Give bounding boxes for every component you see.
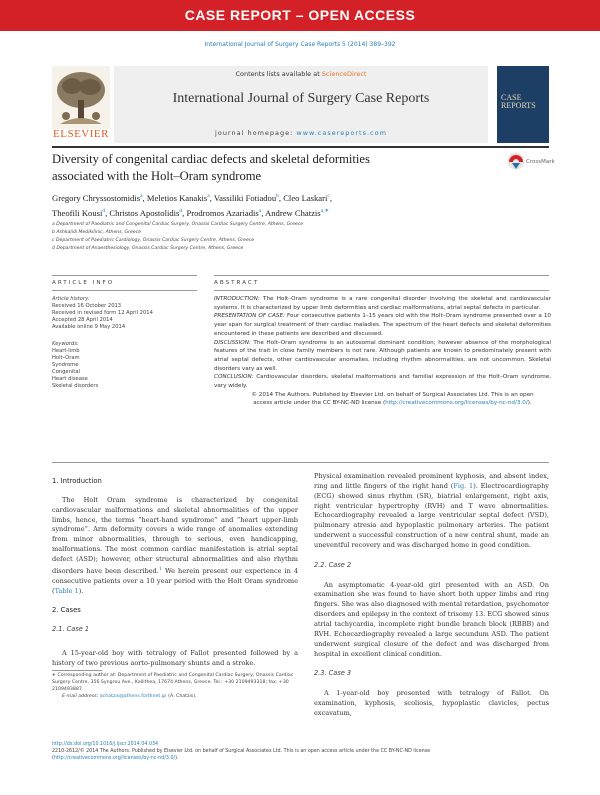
cover-title: CASE REPORTS bbox=[501, 93, 536, 110]
license-link[interactable]: http://creativecommons.org/licenses/by-nc-nd/3.0/ bbox=[385, 400, 528, 407]
abstract-conclusion: CONCLUSION: Cardiovascular disorders, skeletal malformations and familial expression of the Holt–Oram syndrome, vary widely. bbox=[214, 374, 551, 390]
subsection-heading-case-1: 2.1. Case 1 bbox=[52, 625, 90, 634]
author-affiliation-marker[interactable]: a bbox=[258, 207, 262, 214]
article-info-rule-top bbox=[52, 275, 197, 276]
subsection-heading-case-2: 2.2. Case 2 bbox=[314, 560, 352, 569]
abstract-copyright: © 2014 The Authors. Published by Elsevier Ltd. on behalf of Surgical Associates Ltd. This is an open access article under the CC BY-NC-ND license (http://creativecommons.org/licenses/by-nc-nd/3.0/). bbox=[251, 391, 534, 407]
reference-link[interactable]: 1 bbox=[158, 565, 162, 572]
author-affiliation-marker[interactable]: a bbox=[140, 193, 143, 199]
contents-availability: Contents lists available at ScienceDirect bbox=[235, 70, 367, 78]
left-column bbox=[52, 477, 298, 645]
footer-license-link[interactable]: http://creativecommons.org/licenses/by-nc-nd/3.0/ bbox=[53, 756, 176, 762]
author-affiliation-marker[interactable]: b bbox=[276, 193, 279, 199]
author-affiliation-marker[interactable]: c bbox=[327, 193, 330, 199]
sciencedirect-link[interactable]: ScienceDirect bbox=[321, 70, 367, 78]
author-name[interactable]: Christos Apostolidis bbox=[109, 207, 180, 218]
case-2-paragraph: An asymptomatic 4-year-old girl presented with an ASD. On examination she was found to have short both upper limbs and ring fingers. She was also diagnosed with mental retardation, psychomotor disorders and epilepsy in the context of trisomy 13. ECG showed sinus atrial tachycardia, incomplete right bundle branch block (RBBB) and RVH. Echocardiography revealed a large secundum ASD. The patient underwent surgical closure of the defect and was discharged from hospital in excellent clinical condition. bbox=[314, 580, 549, 658]
introduction-paragraph: The Holt Oram syndrome is characterized by congenital cardiovascular malformations and skeletal abnormalities of the upper limbs, hence, the terms “heart-hand syndrome” and “heart upper-limb syndrome”. Arm deformity covers a wide range of anomalies extending from minor abnormalities, through to serious, even handicapping, malformations. The most common cardiac manifestation is atrial septal defect (ASD); however, other structural abnormalities and also rhythm disorders have been described.$^1$ We herein present our experience in 4 consecutive patients over a 10 year period with the Holt Oram syndrome (Table 1). bbox=[52, 495, 298, 595]
subsection-heading-case-3: 2.3. Case 3 bbox=[314, 669, 352, 678]
affiliation: b Ashkalidi Medikilinic, Athens, Greece bbox=[52, 230, 141, 235]
elsevier-logo-text: ELSEVIER bbox=[53, 128, 109, 140]
journal-citation[interactable]: International Journal of Surgery Case Reports 5 (2014) 389–392 bbox=[204, 41, 396, 48]
author-name[interactable]: Meletios Kanakis bbox=[146, 192, 208, 203]
abstract-heading: ABSTRACT bbox=[214, 280, 260, 286]
author-line-2: Theofili Kousi$^d$, Christos Apostolidis$^d$, Prodromos Azariadis$^a$, Andrew Chatzis$^{a,∗}$ bbox=[52, 207, 330, 218]
abstract-bottom-rule bbox=[52, 462, 549, 463]
case-1-paragraph-start: A 15-year-old boy with tetralogy of Fallot presented followed by a history of two previous aorto-pulmonary shunts and a stroke. bbox=[52, 649, 298, 667]
author-name[interactable]: Prodromos Azariadis bbox=[186, 207, 259, 218]
author-name[interactable]: Vassiliki Fotiadou bbox=[213, 192, 277, 203]
journal-homepage: journal homepage: www.casereports.com bbox=[215, 129, 387, 137]
elsevier-tree-logo-icon bbox=[52, 66, 110, 129]
affiliation: c Department of Paediatric Cardiology, Onassis Cardiac Surgery Centre, Athens, Greece bbox=[52, 238, 255, 243]
open-access-banner: CASE REPORT – OPEN ACCESS bbox=[0, 0, 600, 31]
abstract-discussion: DISCUSSION: The Holt–Oram syndrome is an autosomal dominant condition; however absence of the morphological features of the trait in close family members is not rare. Although patients are known to predominately present with atrial septal defects, other cardiovascular anomalies, including rhythm abnormalities, are not uncommon. Skeletal disorders vary as well. bbox=[214, 339, 551, 372]
abstract-body bbox=[214, 295, 551, 408]
author-name[interactable]: Andrew Chatzis bbox=[265, 207, 321, 218]
author-affiliation-marker[interactable]: d bbox=[179, 207, 183, 214]
footnote-rule bbox=[52, 670, 102, 671]
case-3-paragraph: A 1-year-old boy presented with tetralogy of Fallot. On examination, kyphosis, scoliosis, hypoplastic clavicles, pectus excavatum, bbox=[314, 689, 549, 717]
keyword: Heart disease bbox=[52, 376, 88, 382]
journal-cover-thumbnail bbox=[497, 66, 549, 143]
history-label: Article history: bbox=[52, 296, 90, 302]
keyword: Heart-limb bbox=[52, 348, 80, 354]
section-heading-cases: 2. Cases bbox=[52, 606, 81, 615]
author-affiliation-marker[interactable]: d bbox=[102, 207, 106, 214]
article-info-heading: ARTICLE INFO bbox=[52, 280, 115, 286]
keyword: Holt–Oram bbox=[52, 355, 80, 361]
right-column bbox=[314, 472, 549, 719]
article-title: Diversity of congenital cardiac defects and skeletal deformities associated with the Holt–Oram syndrome bbox=[52, 152, 370, 183]
keyword: Syndrome bbox=[52, 362, 79, 368]
history-item: Received 16 October 2013 bbox=[52, 303, 122, 309]
homepage-link[interactable]: www.casereports.com bbox=[296, 129, 387, 137]
crossmark-label[interactable]: CrossMark bbox=[526, 159, 555, 165]
case-1-paragraph-cont: Physical examination revealed prominent kyphosis, and absent index, ring and little fingers of the right hand (Fig. 1). Electrocardiography (ECG) showed sinus rhythm (SR), biatrial enlargement, right axis, right ventricular hypertrophy (RVH) and T wave abnormalities. Echocardiography revealed a large ventricular septal defect (VSD), pulmonary atresia and hypoplastic pulmonary arteries. The patient underwent a successful construction of a new central shunt, made an uneventful recovery and was discharged home in good condition. bbox=[314, 472, 549, 549]
abstract-rule bbox=[214, 290, 549, 291]
author-affiliation-marker[interactable]: a,∗ bbox=[320, 207, 330, 214]
email-link[interactable]: achatzis@athens.forthnet.gr bbox=[99, 694, 167, 699]
abstract-introduction: INTRODUCTION: The Holt–Oram syndrome is a rare congenital disorder involving the skeletal and cardiovascular systems. It is characterized by upper limb deformities and cardiac malformations, atrial septal defects in particular. bbox=[214, 296, 551, 311]
author-name[interactable]: Theofili Kousi bbox=[52, 207, 103, 218]
keyword: Congenital bbox=[52, 369, 80, 375]
author-affiliation-marker[interactable]: a bbox=[207, 193, 210, 199]
header-rule bbox=[52, 146, 549, 148]
author-line-1: Gregory Chryssostomidis$^a$, Meletios Kanakis$^a$, Vassiliki Fotiadou$^b$, Cleo Laskari$^c$, bbox=[52, 192, 332, 203]
affiliations bbox=[52, 221, 552, 253]
history-item: Accepted 28 April 2014 bbox=[52, 317, 113, 323]
page-footer: http://dx.doi.org/10.1016/j.ijscr.2014.04.034 2210-2612/© 2014 The Authors. Published by Elsevier Ltd. on behalf of Surgical Associates Ltd. This is an open access article under the CC BY-NC-ND license (http://creativecommons.org/licenses/by-nc-nd/3.0/). bbox=[52, 741, 549, 763]
section-heading-introduction: 1. Introduction bbox=[52, 477, 102, 485]
journal-title: International Journal of Surgery Case Reports bbox=[172, 91, 430, 106]
article-info bbox=[52, 296, 197, 390]
affiliation: d Department of Anaesthesiology, Onassis Cardiac Surgery Centre, Athens, Greece bbox=[52, 246, 244, 251]
history-item: Received in revised form 12 April 2014 bbox=[52, 310, 153, 316]
crossmark-icon[interactable] bbox=[507, 152, 525, 170]
keyword: Skeletal disorders bbox=[52, 383, 99, 389]
doi-link[interactable]: http://dx.doi.org/10.1016/j.ijscr.2014.04.034 bbox=[52, 742, 159, 747]
article-info-rule bbox=[52, 290, 197, 291]
affiliation: a Department of Paediatric and Congenital Cardiac Surgery, Onassis Cardiac Surgery Centre, Athens, Greece bbox=[52, 222, 304, 227]
figure-link[interactable]: Fig. 1 bbox=[453, 481, 474, 490]
author-list bbox=[52, 190, 552, 220]
table-link[interactable]: Table 1 bbox=[54, 586, 79, 595]
abstract-rule-top bbox=[214, 275, 549, 276]
keywords-label: Keywords: bbox=[52, 341, 79, 347]
abstract-presentation: PRESENTATION OF CASE: Four consecutive patients 1–15 years old with the Holt–Oram syndrome presented over a 10 year span for surgical treatment of their cardiac maladies. The spectrum of the heart defects and skeletal deformities encountered in these patients are described and discussed. bbox=[214, 313, 551, 337]
history-item: Available online 9 May 2014 bbox=[52, 324, 126, 330]
corresponding-author-footnote: ∗ Corresponding author at: Department of Paediatric and Congenital Cardiac Surgery, Onassis Cardiac Surgery Centre, 356 Syngrou Ave., Kallithea, 17674 Athens, Greece. Tel.: +30 2109493318; fax: +30 2109493887. E-mail address: achatzis@athens.forthnet.gr (A. Chatzis). bbox=[52, 673, 294, 699]
author-name[interactable]: Gregory Chryssostomidis bbox=[52, 192, 141, 203]
author-name[interactable]: Cleo Laskari bbox=[283, 192, 328, 203]
